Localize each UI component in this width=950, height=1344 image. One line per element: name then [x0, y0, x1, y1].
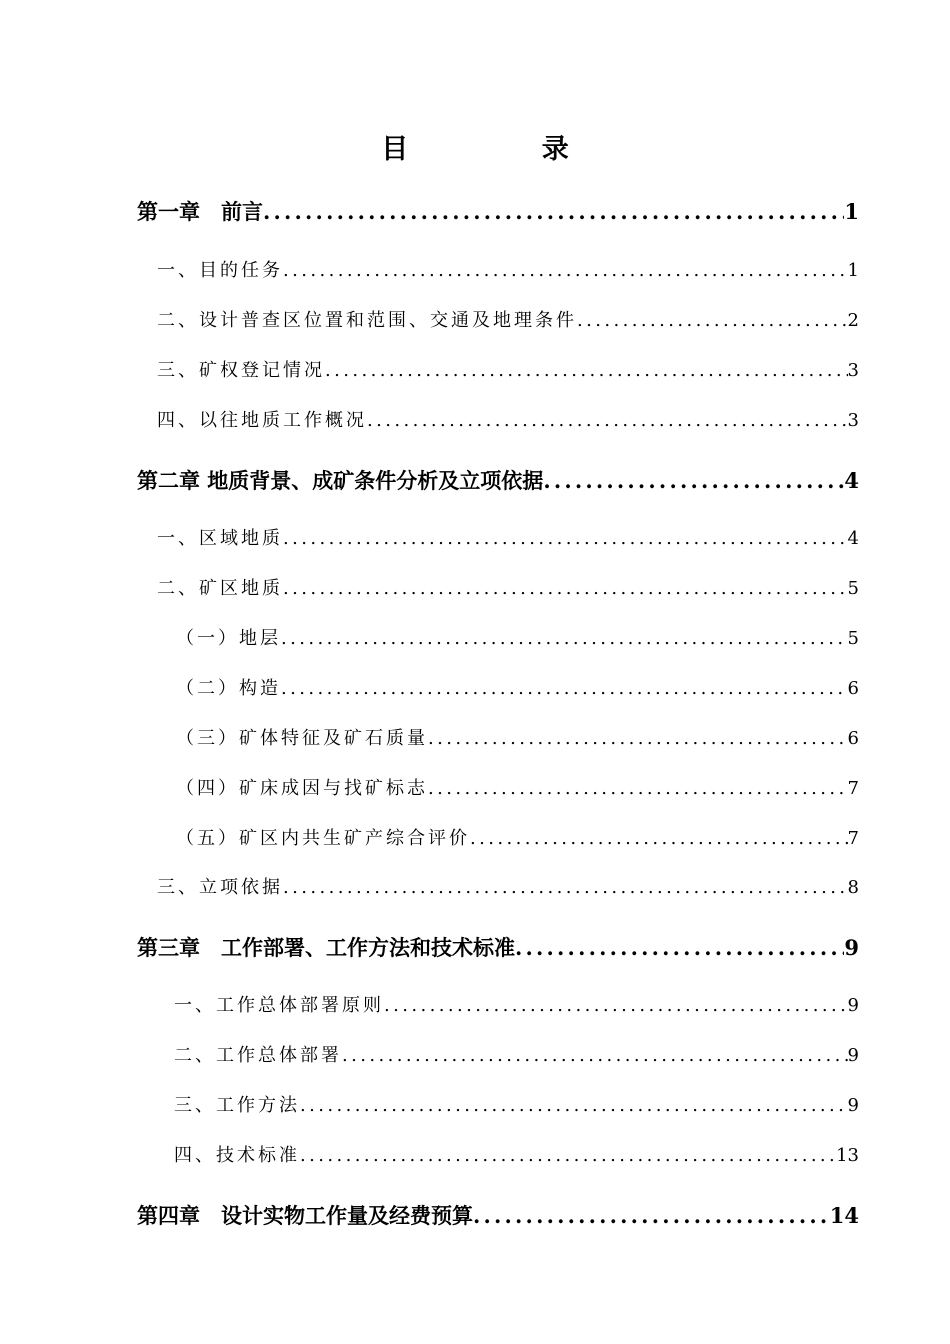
toc-entry-page: 1: [844, 199, 859, 224]
toc-entry-label: 三、矿权登记情况: [157, 360, 325, 381]
toc-entry-label: （四）矿床成因与找矿标志: [176, 778, 428, 799]
toc-entry-page: 13: [836, 1145, 859, 1166]
toc-leader-dots: [367, 410, 848, 431]
toc-entry-page: 7: [847, 778, 859, 799]
toc-entry-chapter-3[interactable]: [137, 932, 859, 962]
toc-entry-section[interactable]: [174, 1091, 859, 1117]
toc-entry-section[interactable]: [157, 306, 859, 332]
toc-leader-dots: [283, 578, 848, 599]
toc-entry-label: 三、立项依据: [157, 877, 283, 898]
toc-leader-dots: [300, 1095, 848, 1116]
toc-leader-dots: [470, 828, 848, 849]
toc-entry-chapter-1[interactable]: [137, 196, 859, 226]
toc-leader-dots: [515, 935, 844, 960]
toc-leader-dots: [384, 995, 848, 1016]
toc-entry-label: 一、工作总体部署原则: [174, 995, 384, 1016]
toc-entry-page: 5: [847, 578, 859, 599]
toc-title: 目 录: [381, 134, 631, 165]
toc-entry-section[interactable]: [157, 574, 859, 600]
toc-entry-section[interactable]: [157, 256, 859, 282]
toc-entry-label: 二、工作总体部署: [174, 1045, 342, 1066]
toc-entry-section[interactable]: [174, 991, 859, 1017]
toc-entry-page: 9: [844, 935, 859, 960]
toc-entry-subsection[interactable]: [176, 624, 859, 650]
toc-entry-label: 第一章 前言: [137, 199, 263, 224]
toc-leader-dots: [283, 260, 848, 281]
toc-entry-label: （三）矿体特征及矿石质量: [176, 728, 428, 749]
toc-entry-label: 四、技术标准: [174, 1145, 300, 1166]
toc-leader-dots: [325, 360, 848, 381]
toc-entry-label: （二）构造: [176, 678, 281, 699]
toc-entry-page: 7: [847, 828, 859, 849]
toc-entry-label: 二、设计普查区位置和范围、交通及地理条件: [157, 310, 577, 331]
toc-entry-page: 9: [847, 1045, 859, 1066]
toc-entry-page: 8: [847, 877, 859, 898]
toc-entry-page: 9: [847, 1095, 859, 1116]
toc-entry-page: 9: [847, 995, 859, 1016]
toc-leader-dots: [577, 310, 848, 331]
toc-leader-dots: [428, 778, 848, 799]
toc-leader-dots: [263, 199, 844, 224]
toc-leader-dots: [281, 628, 848, 649]
toc-entry-label: （五）矿区内共生矿产综合评价: [176, 828, 470, 849]
toc-entry-chapter-2[interactable]: [137, 465, 859, 495]
toc-entry-label: 三、工作方法: [174, 1095, 300, 1116]
toc-entry-page: 1: [847, 260, 859, 281]
toc-entry-label: 四、以往地质工作概况: [157, 410, 367, 431]
toc-entry-page: 3: [847, 410, 859, 431]
toc-entry-label: 第二章 地质背景、成矿条件分析及立项依据: [137, 468, 544, 493]
toc-entry-page: 6: [847, 728, 859, 749]
toc-entry-page: 4: [844, 468, 859, 493]
toc-leader-dots: [283, 528, 848, 549]
toc-entry-subsection[interactable]: [176, 774, 859, 800]
toc-entry-section[interactable]: [174, 1041, 859, 1067]
toc-leader-dots: [300, 1145, 836, 1166]
toc-entry-page: 2: [847, 310, 859, 331]
toc-entry-label: 第四章 设计实物工作量及经费预算: [137, 1203, 473, 1228]
toc-entry-page: 5: [847, 628, 859, 649]
toc-entry-page: 14: [829, 1203, 859, 1228]
toc-entry-page: 3: [847, 360, 859, 381]
toc-entry-section[interactable]: [157, 524, 859, 550]
toc-entry-subsection[interactable]: [176, 824, 859, 850]
toc-entry-label: 一、目的任务: [157, 260, 283, 281]
toc-entry-label: 第三章 工作部署、工作方法和技术标准: [137, 935, 515, 960]
toc-entry-chapter-4[interactable]: [137, 1200, 859, 1230]
toc-entry-label: 二、矿区地质: [157, 578, 283, 599]
toc-leader-dots: [342, 1045, 848, 1066]
toc-leader-dots: [283, 877, 848, 898]
toc-leader-dots: [281, 678, 848, 699]
toc-entry-subsection[interactable]: [176, 674, 859, 700]
toc-entry-page: 4: [847, 528, 859, 549]
toc-entry-subsection[interactable]: [176, 724, 859, 750]
toc-entry-section[interactable]: [157, 406, 859, 432]
toc-entry-label: 一、区域地质: [157, 528, 283, 549]
toc-entry-section[interactable]: [157, 873, 859, 899]
toc-entry-page: 6: [847, 678, 859, 699]
toc-entry-label: （一）地层: [176, 628, 281, 649]
toc-entry-section[interactable]: [174, 1141, 859, 1167]
toc-leader-dots: [473, 1203, 830, 1228]
toc-entry-section[interactable]: [157, 356, 859, 382]
toc-leader-dots: [543, 468, 844, 493]
toc-leader-dots: [428, 728, 848, 749]
